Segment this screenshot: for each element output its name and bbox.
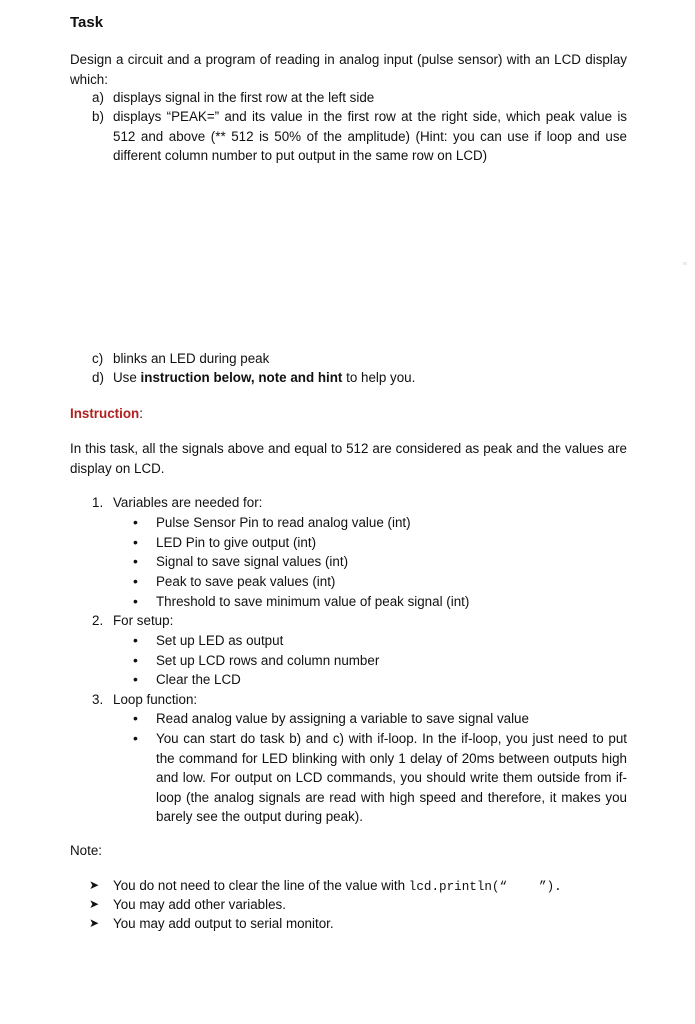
- bullet-item: • Set up LED as output: [133, 632, 284, 648]
- arrow-icon: ➤: [89, 897, 100, 911]
- note-heading: Note:: [70, 843, 103, 858]
- item-text: blinks an LED during peak: [113, 351, 270, 366]
- instruction-heading: Instruction:: [70, 406, 143, 421]
- item-label: c): [92, 351, 104, 366]
- bullet-item: • Peak to save peak values (int): [133, 573, 336, 589]
- note-item: ➤ You may add other variables.: [89, 895, 286, 915]
- bullet-item: • Signal to save signal values (int): [133, 553, 349, 569]
- arrow-icon: ➤: [89, 916, 100, 930]
- bullet-item: • Pulse Sensor Pin to read analog value (int): [133, 514, 411, 530]
- task-item-d: [92, 368, 627, 388]
- item-label: b): [92, 109, 104, 124]
- item-text: displays signal in the first row at the left side: [113, 90, 375, 105]
- bullet-item: • You can start do task b) and c) with if-loop. In the if-loop, you just need to put the command for LED blinking with only 1 delay of 20ms between outputs high and low. For output on LCD commands, you should write them outside from if-loop (the analog signals are read with high speed and therefore, it makes you barely see the output during peak).: [133, 730, 627, 824]
- arrow-icon: ➤: [89, 878, 100, 892]
- instruction-paragraph: In this task, all the signals above and equal to 512 are considered as peak and the values are display on LCD.: [70, 441, 627, 476]
- task-item-b: [92, 107, 627, 166]
- bullet-item: • Read analog value by assigning a variable to save signal value: [133, 710, 529, 726]
- task-title: Task: [70, 14, 104, 31]
- item-text: Use instruction below, note and hint to help you.: [113, 370, 416, 385]
- item-text: displays “PEAK=” and its value in the first row at the right side, which peak value is 512 and above (** 512 is 50% of the amplitude) (Hint: you can use if loop and use different column number to put output in the same row on LCD): [113, 109, 627, 163]
- task-item-a: [92, 88, 627, 108]
- note-item: ➤ You do not need to clear the line of the value with lcd.println(“ ”).: [89, 878, 562, 894]
- step-1: 1. Variables are needed for:: [92, 495, 263, 510]
- step-3: 3. Loop function:: [92, 692, 198, 707]
- item-label: a): [92, 90, 104, 105]
- scan-speck: [683, 262, 687, 265]
- bullet-item: • LED Pin to give output (int): [133, 534, 317, 550]
- note-item: ➤ You may add output to serial monitor.: [89, 914, 334, 934]
- task-intro: Design a circuit and a program of reading in analog input (pulse sensor) with an LCD display which:: [70, 52, 627, 87]
- bullet-item: • Threshold to save minimum value of peak signal (int): [133, 593, 470, 609]
- bullet-item: • Clear the LCD: [133, 671, 241, 687]
- item-label: d): [92, 370, 104, 385]
- task-item-c: [92, 349, 627, 369]
- step-2: 2. For setup:: [92, 613, 174, 628]
- bullet-item: • Set up LCD rows and column number: [133, 652, 380, 668]
